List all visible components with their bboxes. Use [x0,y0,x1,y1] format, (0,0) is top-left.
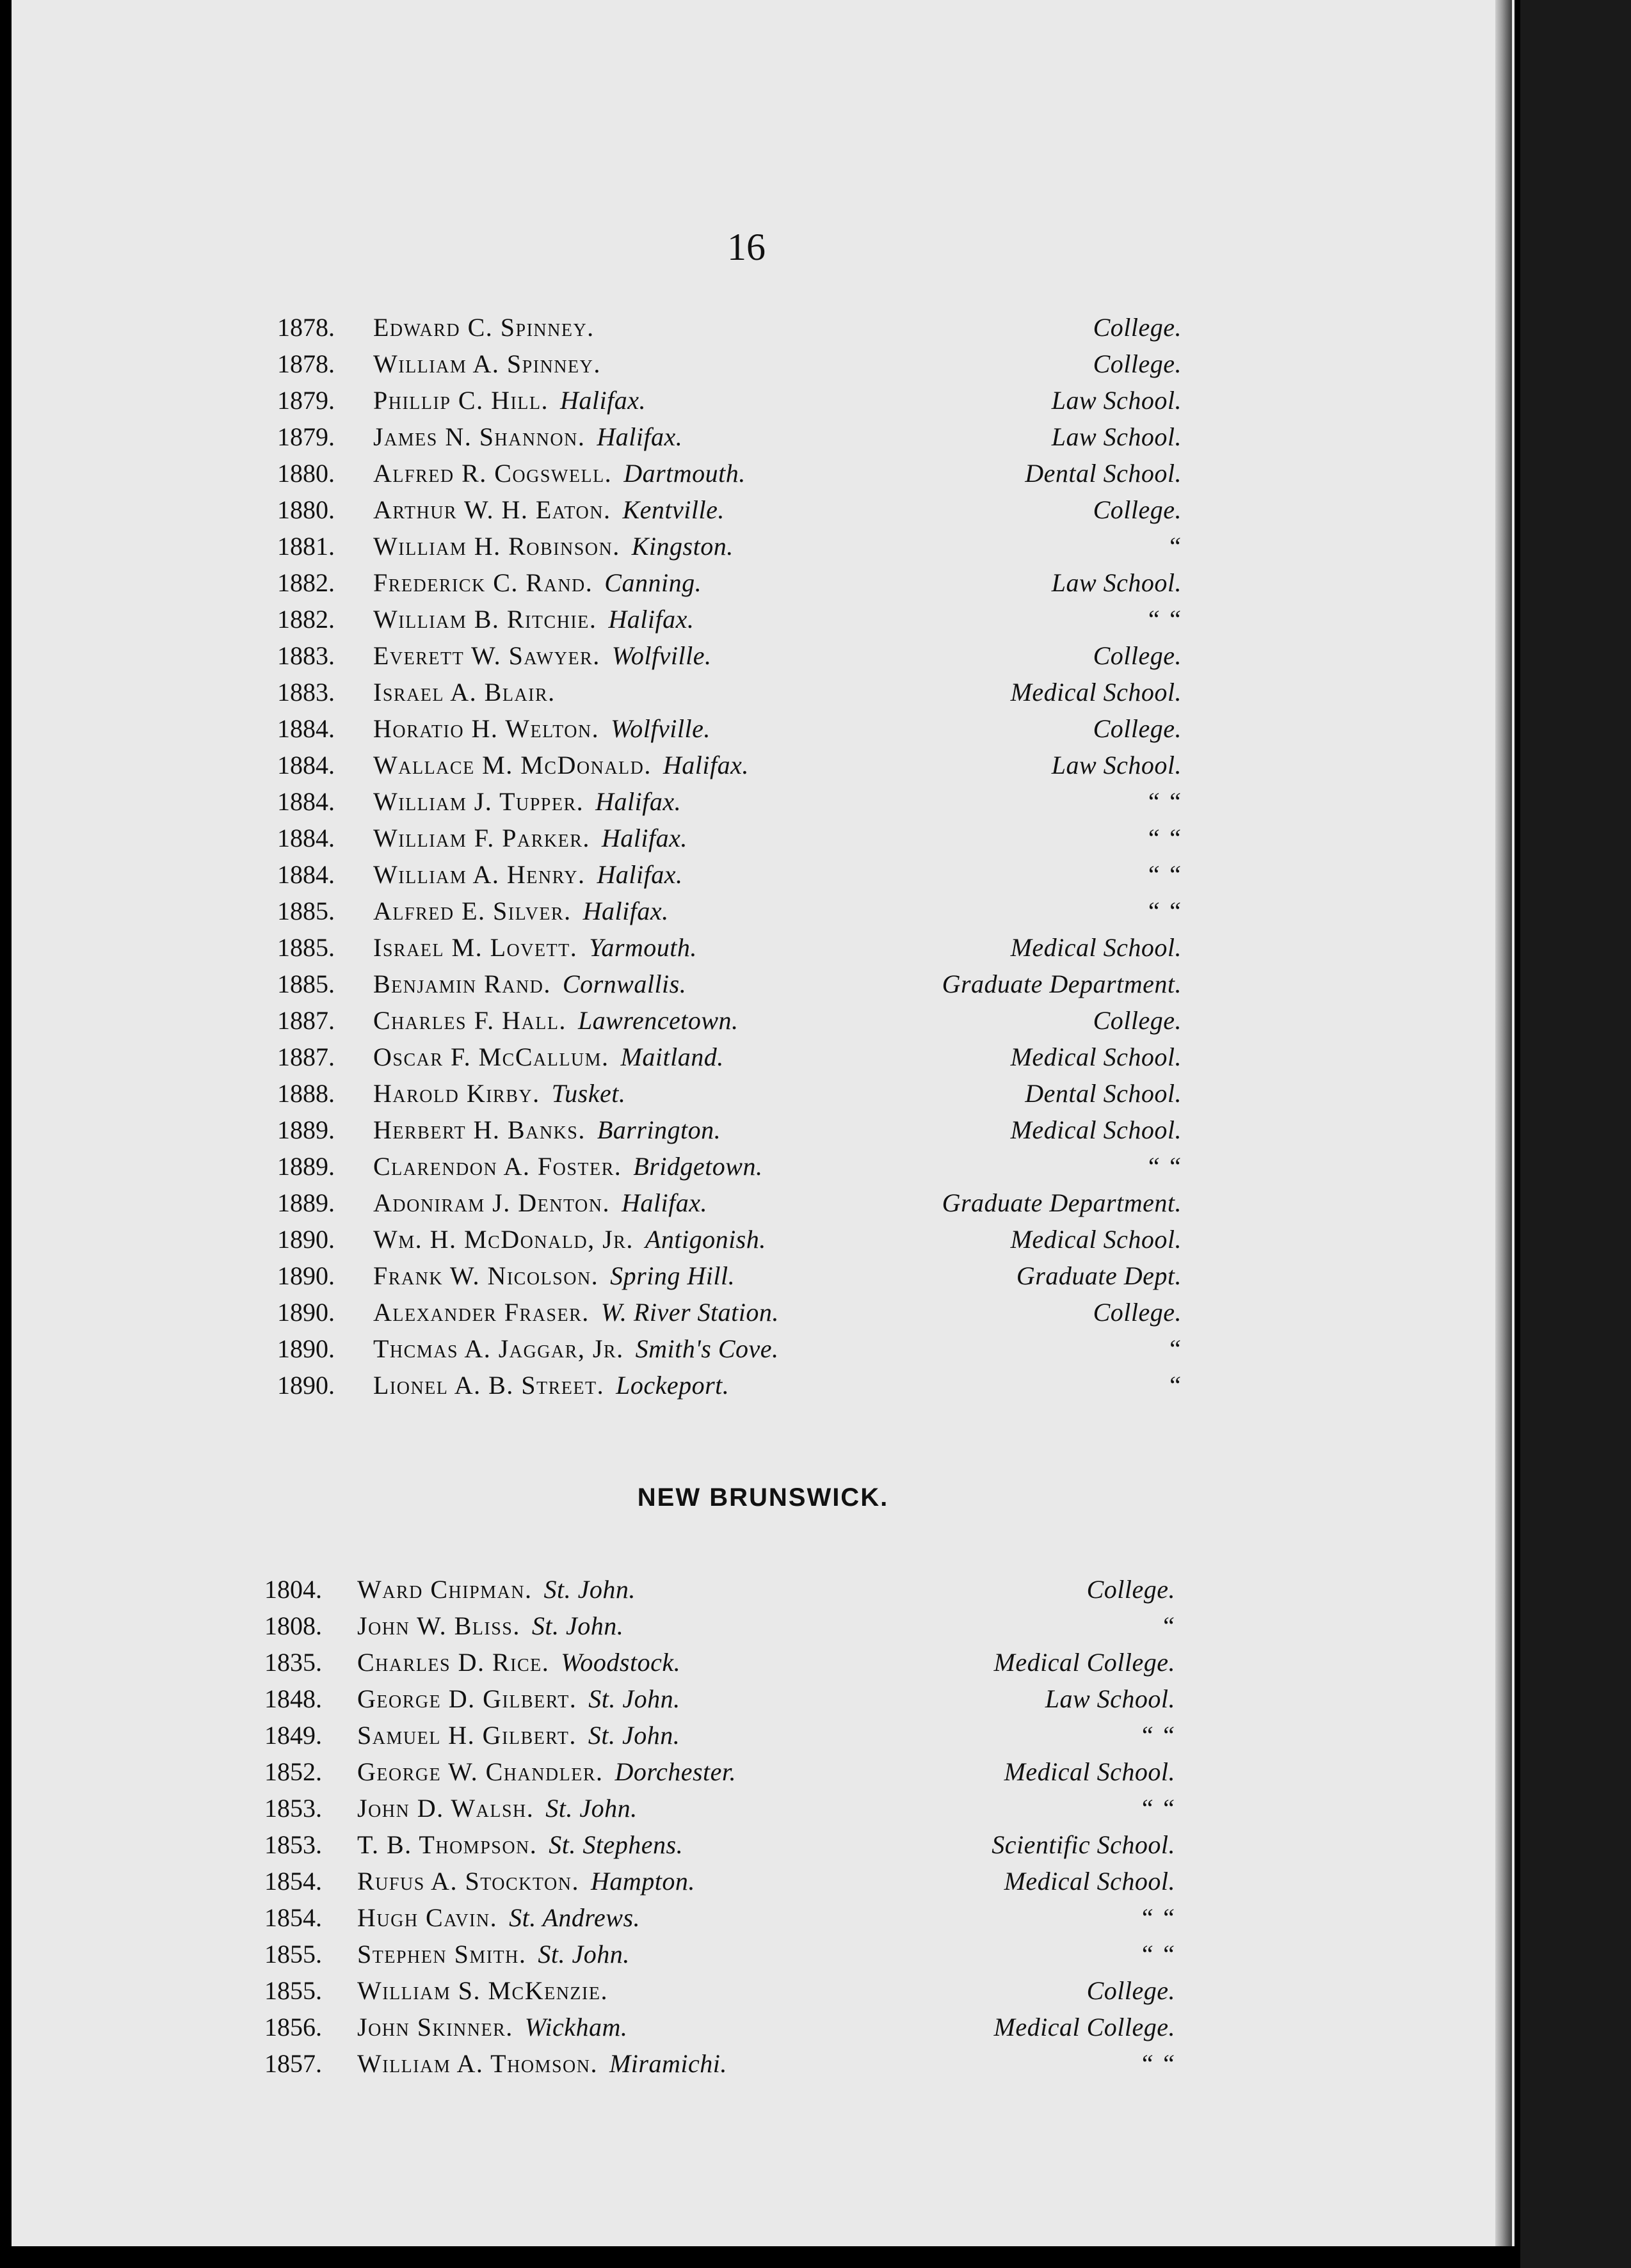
entry-name-and-place [373,1115,721,1145]
entry-name-and-place [373,495,725,525]
entry-name: James N. Shannon. [373,422,586,451]
entry-name-and-place [357,1757,736,1787]
entry-year: 1879. [277,386,335,415]
entry-department: College. [1086,1976,1175,2005]
entry-department: “ [1161,1611,1175,1640]
entry-department: Medical School. [1010,1225,1182,1254]
entry-place: Spring Hill. [610,1261,735,1290]
entry-year: 1880. [277,459,335,488]
entry-year: 1885. [277,933,335,962]
entry-place: St. Andrews. [509,1903,641,1932]
entry-name: Harold Kirby. [373,1079,540,1108]
entry-name: Charles D. Rice. [357,1648,550,1677]
entry-year: 1885. [277,970,335,998]
entry-place: Barrington. [597,1115,721,1144]
entry-year: 1888. [277,1079,335,1108]
entry-name: Wm. H. McDonald, Jr. [373,1225,634,1254]
entry-name: William H. Robinson. [373,532,620,561]
graduate-entry-row [12,2048,1514,2085]
graduate-entry-row [12,458,1514,495]
graduate-entry-row [12,1903,1514,1939]
entry-year: 1887. [277,1042,335,1071]
entry-department: Graduate Dept. [1016,1261,1182,1290]
entry-department: Medical School. [1010,1042,1182,1071]
entry-department: Medical College. [993,1648,1175,1677]
entry-place: St. John. [531,1611,624,1640]
entry-department: Law School. [1051,386,1182,415]
entry-year: 1889. [277,1115,335,1144]
entry-place: Dorchester. [615,1757,737,1786]
graduate-entry-row [12,349,1514,385]
graduate-entry-row [12,896,1514,932]
entry-year: 1889. [277,1188,335,1217]
entry-place: Wickham. [524,2013,628,2041]
entry-name-and-place [373,312,606,342]
entry-name-and-place [357,1720,680,1750]
entry-year: 1879. [277,422,335,451]
entry-department: College. [1093,495,1182,524]
entry-name: Arthur W. H. Eaton. [373,495,611,524]
entry-department: “ “ [1146,787,1182,816]
entry-year: 1804. [264,1575,322,1604]
entry-year: 1808. [264,1611,322,1640]
entry-department: “ “ [1139,1721,1175,1750]
entry-year: 1883. [277,678,335,707]
entry-name: Horatio H. Welton. [373,714,600,743]
entry-name-and-place [373,1370,729,1400]
entry-name: Rufus A. Stockton. [357,1867,579,1896]
entry-name: Samuel H. Gilbert. [357,1721,577,1750]
graduate-entry-row [12,1334,1514,1370]
entry-department: Graduate Department. [942,970,1182,998]
graduate-entry-row [12,1976,1514,2012]
entry-name-and-place [373,1224,766,1254]
graduate-entry-row [12,312,1514,349]
entry-name-and-place [373,641,712,671]
entry-name: William F. Parker. [373,824,590,852]
entry-department: College. [1093,349,1182,378]
graduate-entry-row [12,969,1514,1005]
entry-place: Halifax. [597,422,683,451]
entry-place: Kentville. [622,495,725,524]
entry-name-and-place [357,1866,695,1896]
entry-name: Oscar F. McCallum. [373,1042,609,1071]
entry-name: Israel M. Lovett. [373,933,578,962]
entry-place: Halifax. [621,1188,707,1217]
entry-department: Graduate Department. [942,1188,1182,1217]
entry-name: Everett W. Sawyer. [373,641,600,670]
entry-year: 1890. [277,1261,335,1290]
entry-name-and-place [373,750,749,780]
entry-name-and-place [357,1793,638,1823]
entry-department: Law School. [1051,568,1182,597]
entry-department: Scientific School. [992,1830,1175,1859]
entry-place: Halifax. [582,897,669,925]
entry-name: Alfred E. Silver. [373,897,572,925]
graduate-entry-row [12,568,1514,604]
entry-department: Medical School. [1010,678,1182,707]
entry-department: “ “ [1139,1940,1175,1969]
entry-year: 1884. [277,751,335,779]
entry-year: 1878. [277,313,335,342]
entry-year: 1885. [277,897,335,925]
entry-department: Dental School. [1025,459,1182,488]
graduate-entry-row [12,1297,1514,1334]
entry-name: Frederick C. Rand. [373,568,593,597]
entry-year: 1882. [277,605,335,634]
entry-year: 1881. [277,532,335,561]
entry-place: St. John. [545,1794,638,1823]
entry-name-and-place [373,932,697,962]
entry-year: 1857. [264,2049,322,2078]
entry-name: William A. Spinney. [373,349,601,378]
entry-year: 1849. [264,1721,322,1750]
entry-year: 1884. [277,787,335,816]
entry-year: 1852. [264,1757,322,1786]
entry-name-and-place [373,1297,779,1327]
entry-department: “ “ [1139,1794,1175,1823]
graduate-entry-row [12,1611,1514,1647]
entry-place: Canning. [604,568,702,597]
entry-name-and-place [357,2048,727,2079]
entry-year: 1890. [277,1334,335,1363]
new-brunswick-graduate-list [12,1574,1514,2085]
entry-name: Clarendon A. Foster. [373,1152,622,1181]
entry-department: College. [1093,1006,1182,1035]
entry-name: Alfred R. Cogswell. [373,459,613,488]
entry-department: Dental School. [1025,1079,1182,1108]
entry-name-and-place [373,604,694,634]
entry-name-and-place [373,823,687,853]
entry-name-and-place [373,896,669,926]
graduate-entry-row [12,1939,1514,1976]
graduate-entry-row [12,604,1514,641]
graduate-entry-row [12,1261,1514,1297]
graduate-entry-row [12,1078,1514,1115]
graduate-entry-row [12,714,1514,750]
entry-department: Law School. [1045,1684,1175,1713]
entry-place: St. John. [588,1721,680,1750]
entry-department: College. [1093,641,1182,670]
graduate-entry-row [12,859,1514,896]
entry-name-and-place [373,1005,739,1035]
entry-year: 1848. [264,1684,322,1713]
entry-name-and-place [357,1647,680,1677]
entry-name: Lionel A. B. Street. [373,1371,605,1400]
entry-name-and-place [357,1830,683,1860]
entry-place: Maitland. [620,1042,724,1071]
graduate-entry-row [12,422,1514,458]
entry-year: 1887. [277,1006,335,1035]
entry-name: Alexander Fraser. [373,1298,590,1327]
entry-name-and-place [357,1574,636,1604]
entry-name-and-place [373,1188,707,1218]
entry-place: St. John. [538,1940,630,1969]
graduate-entry-row [12,385,1514,422]
entry-department: “ “ [1146,605,1182,634]
entry-name: Wallace M. McDonald. [373,751,652,779]
entry-year: 1856. [264,2013,322,2041]
entry-name: John W. Bliss. [357,1611,520,1640]
entry-name-and-place [373,1334,779,1364]
entry-name: William A. Thomson. [357,2049,598,2078]
nova-scotia-graduate-list [12,312,1514,1407]
entry-year: 1853. [264,1794,322,1823]
graduate-entry-row [12,932,1514,969]
entry-place: Halifax. [597,860,683,889]
entry-place: St. John. [588,1684,680,1713]
graduate-entry-row [12,1830,1514,1866]
entry-department: College. [1086,1575,1175,1604]
entry-department: “ “ [1146,860,1182,889]
entry-year: 1883. [277,641,335,670]
entry-name-and-place [357,1611,623,1641]
graduate-entry-row [12,1370,1514,1407]
entry-name-and-place [373,568,702,598]
adjacent-page-strip [1520,0,1631,2268]
graduate-entry-row [12,823,1514,859]
entry-name-and-place [373,1261,735,1291]
entry-department: “ “ [1139,1903,1175,1932]
entry-department: “ [1167,1371,1182,1400]
entry-name-and-place [373,1078,625,1108]
graduate-entry-row [12,2012,1514,2048]
entry-name: John Skinner. [357,2013,513,2041]
entry-year: 1854. [264,1867,322,1896]
entry-place: Kingston. [631,532,734,561]
entry-year: 1855. [264,1940,322,1969]
graduate-entry-row [12,1042,1514,1078]
entry-name: Adoniram J. Denton. [373,1188,610,1217]
entry-name: William A. Henry. [373,860,586,889]
entry-name: Stephen Smith. [357,1940,527,1969]
entry-name-and-place [357,1684,680,1714]
entry-name: Frank W. Nicolson. [373,1261,599,1290]
entry-place: Cornwallis. [562,970,687,998]
entry-department: Medical School. [1004,1867,1175,1896]
page-edge-shadow [1495,0,1512,2246]
entry-place: Halifax. [663,751,749,779]
entry-name: Israel A. Blair. [373,678,556,707]
entry-place: Bridgetown. [633,1152,763,1181]
entry-name-and-place [373,531,734,561]
entry-place: Yarmouth. [589,933,697,962]
entry-place: Lawrencetown. [577,1006,739,1035]
entry-name: T. B. Thompson. [357,1830,538,1859]
entry-year: 1884. [277,714,335,743]
entry-name-and-place [357,2012,627,2042]
entry-name: Ward Chipman. [357,1575,533,1604]
entry-year: 1835. [264,1648,322,1677]
graduate-entry-row [12,531,1514,568]
entry-name-and-place [373,1042,724,1072]
entry-place: Woodstock. [561,1648,681,1677]
entry-department: “ “ [1146,824,1182,852]
entry-year: 1854. [264,1903,322,1932]
entry-place: Antigonish. [645,1225,766,1254]
entry-place: Wolfville. [611,641,712,670]
entry-place: Dartmouth. [623,459,746,488]
entry-department: College. [1093,313,1182,342]
graduate-entry-row [12,1151,1514,1188]
graduate-entry-row [12,1720,1514,1757]
entry-place: St. John. [543,1575,636,1604]
section-heading-new-brunswick: NEW BRUNSWICK. [637,1483,889,1512]
entry-name-and-place [373,969,686,999]
entry-department: College. [1093,714,1182,743]
entry-name: Charles F. Hall. [373,1006,566,1035]
entry-year: 1890. [277,1371,335,1400]
entry-name: John D. Walsh. [357,1794,534,1823]
entry-name-and-place [373,714,711,744]
graduate-entry-row [12,1684,1514,1720]
entry-name: George D. Gilbert. [357,1684,577,1713]
entry-name: Phillip C. Hill. [373,386,549,415]
entry-name: George W. Chandler. [357,1757,604,1786]
entry-place: St. Stephens. [549,1830,684,1859]
entry-year: 1880. [277,495,335,524]
entry-year: 1890. [277,1298,335,1327]
entry-name: Hugh Cavin. [357,1903,498,1932]
entry-year: 1890. [277,1225,335,1254]
entry-name-and-place [373,859,682,890]
entry-place: Smith's Cove. [635,1334,779,1363]
entry-name-and-place [373,787,681,817]
entry-year: 1878. [277,349,335,378]
entry-department: “ “ [1139,2049,1175,2078]
entry-department: College. [1093,1298,1182,1327]
entry-department: “ [1167,1334,1182,1363]
entry-name: Edward C. Spinney. [373,313,595,342]
entry-place: Tusket. [551,1079,626,1108]
graduate-entry-row [12,1005,1514,1042]
graduate-entry-row [12,1757,1514,1793]
entry-name-and-place [373,385,646,415]
entry-department: Law School. [1051,751,1182,779]
entry-place: Miramichi. [609,2049,727,2078]
entry-place: Lockeport. [616,1371,730,1400]
entry-name: Herbert H. Banks. [373,1115,586,1144]
graduate-entry-row [12,1647,1514,1684]
entry-year: 1889. [277,1152,335,1181]
entry-place: Halifax. [601,824,687,852]
entry-department: Medical School. [1010,933,1182,962]
entry-department: “ “ [1146,1152,1182,1181]
entry-year: 1884. [277,860,335,889]
graduate-entry-row [12,1793,1514,1830]
entry-name-and-place [373,1151,762,1181]
entry-place: Halifax. [560,386,646,415]
entry-name-and-place [373,677,567,707]
entry-year: 1853. [264,1830,322,1859]
graduate-entry-row [12,750,1514,787]
entry-name-and-place [357,1976,620,2006]
entry-place: Wolfville. [611,714,711,743]
entry-name: William B. Ritchie. [373,605,597,634]
entry-department: Medical College. [993,2013,1175,2041]
graduate-entry-row [12,641,1514,677]
entry-name-and-place [373,349,613,379]
entry-department: Law School. [1051,422,1182,451]
page-number: 16 [727,226,766,268]
entry-name: Thcmas A. Jaggar, Jr. [373,1334,624,1363]
entry-name-and-place [373,458,746,488]
entry-department: “ “ [1146,897,1182,925]
entry-year: 1884. [277,824,335,852]
book-page [12,0,1514,2246]
graduate-entry-row [12,1115,1514,1151]
entry-place: Hampton. [590,1867,695,1896]
entry-name: William J. Tupper. [373,787,584,816]
entry-year: 1882. [277,568,335,597]
entry-year: 1855. [264,1976,322,2005]
entry-name-and-place [357,1939,630,1969]
graduate-entry-row [12,495,1514,531]
graduate-entry-row [12,1574,1514,1611]
graduate-entry-row [12,1188,1514,1224]
entry-department: “ [1167,532,1182,561]
entry-place: Halifax. [608,605,695,634]
entry-department: Medical School. [1004,1757,1175,1786]
entry-name: Benjamin Rand. [373,970,551,998]
entry-place: W. River Station. [600,1298,779,1327]
entry-name-and-place [373,422,682,452]
graduate-entry-row [12,787,1514,823]
graduate-entry-row [12,677,1514,714]
entry-name-and-place [357,1903,640,1933]
graduate-entry-row [12,1224,1514,1261]
graduate-entry-row [12,1866,1514,1903]
entry-place: Halifax. [595,787,682,816]
entry-department: Medical School. [1010,1115,1182,1144]
entry-name: William S. McKenzie. [357,1976,608,2005]
